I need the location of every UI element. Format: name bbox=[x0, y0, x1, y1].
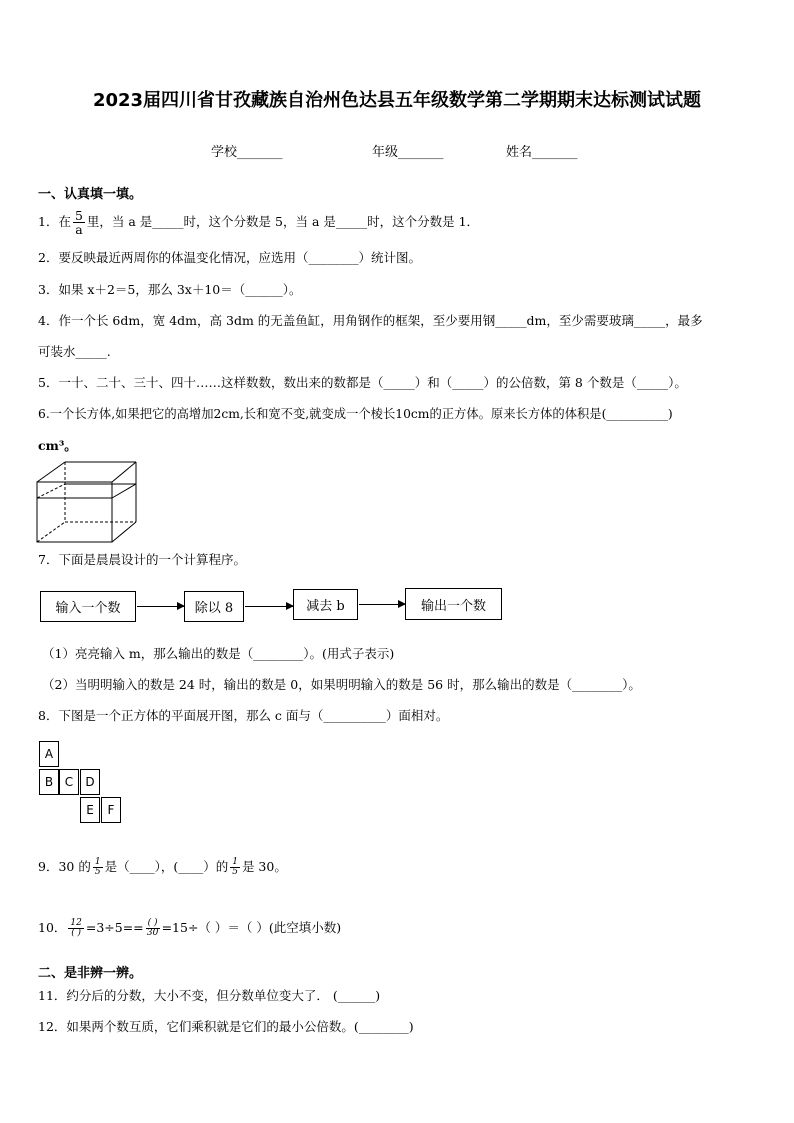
question-10-mid: =3÷5== bbox=[85, 920, 144, 935]
page-title: 2023届四川省甘孜藏族自治州色达县五年级数学第二学期期末达标测试试题 bbox=[92, 90, 702, 111]
fraction-denominator: ( ) bbox=[71, 928, 82, 938]
question-9-text-a: 9．30 的 bbox=[38, 859, 91, 874]
question-8: 8．下图是一个正方体的平面展开图，那么 c 面与（__________）面相对。 bbox=[38, 708, 449, 723]
net-face-c: C bbox=[59, 769, 79, 795]
question-1 bbox=[38, 209, 479, 236]
grade-field: 年级_______ bbox=[372, 145, 444, 160]
fraction-12-over-blank bbox=[68, 919, 83, 938]
question-7-part-2: （2）当明明输入的数是 24 时，输出的数是 0，如果明明输入的数是 56 时，那么输出的数是（________）。 bbox=[42, 677, 641, 692]
net-face-b: B bbox=[39, 769, 59, 795]
question-9 bbox=[38, 858, 287, 877]
net-face-a: A bbox=[39, 741, 59, 767]
fraction-denominator: a bbox=[75, 222, 83, 237]
question-9-text-b: 是（____），(____）的 bbox=[104, 859, 229, 874]
question-6-line-2: cm³。 bbox=[38, 438, 77, 453]
fraction-numerator: 12 bbox=[70, 918, 82, 928]
question-10-prefix: 10． bbox=[38, 920, 67, 935]
arrow-right-icon bbox=[137, 606, 184, 607]
question-4-line-1: 4．作一个长 6dm，宽 4dm，高 3dm 的无盖鱼缸，用角钢作的框架，至少要用钢_____dm，至少需要玻璃_____，最多 bbox=[38, 313, 703, 328]
net-face-d: D bbox=[80, 769, 100, 795]
name-field: 姓名_______ bbox=[506, 145, 578, 160]
question-5: 5．一十、二十、三十、四十……这样数数，数出来的数都是（_____）和（_____）的公倍数，第 8 个数是（_____）。 bbox=[38, 375, 687, 390]
question-9-text-c: 是 30。 bbox=[241, 859, 287, 874]
fraction-denominator: 30 bbox=[146, 928, 159, 938]
fraction-numerator: 5 bbox=[74, 208, 83, 223]
question-10 bbox=[38, 919, 341, 938]
fraction-denominator: 5 bbox=[94, 867, 101, 877]
flow-box-divide: 除以 8 bbox=[184, 591, 244, 622]
flow-box-subtract: 减去 b bbox=[293, 589, 358, 620]
question-1-text: 里，当 a 是_____时，这个分数是 5，当 a 是_____时，这个分数是 1． bbox=[86, 214, 480, 229]
flow-box-output: 输出一个数 bbox=[405, 588, 502, 620]
fraction-numerator: 1 bbox=[232, 857, 238, 867]
arrow-right-icon bbox=[359, 604, 405, 605]
fraction-one-fifth bbox=[230, 858, 240, 877]
section-heading-1: 一、认真填一填。 bbox=[38, 187, 143, 202]
question-4-line-2: 可装水_____. bbox=[38, 344, 111, 359]
question-11: 11．约分后的分数，大小不变，但分数单位变大了． (______) bbox=[38, 988, 381, 1003]
arrow-right-icon bbox=[245, 606, 293, 607]
net-face-e: E bbox=[80, 797, 100, 823]
fraction-denominator: 5 bbox=[232, 867, 238, 877]
fraction-5-over-a bbox=[73, 209, 85, 236]
fraction-numerator: 1 bbox=[94, 857, 101, 867]
question-1-prefix: 1．在 bbox=[38, 214, 71, 229]
question-7-part-1: （1）亮亮输入 m，那么输出的数是（________）。(用式子表示) bbox=[42, 646, 395, 661]
school-field: 学校_______ bbox=[211, 145, 283, 160]
question-12: 12．如果两个数互质，它们乘积就是它们的最小公倍数。(________) bbox=[38, 1019, 414, 1034]
net-face-f: F bbox=[101, 797, 121, 823]
question-10-text: =15÷（ ）＝（ ）(此空填小数) bbox=[161, 920, 342, 935]
question-2: 2．要反映最近两周你的体温变化情况，应选用（________）统计图。 bbox=[38, 250, 421, 265]
question-3: 3．如果 x＋2＝5，那么 3x＋10＝（______）。 bbox=[38, 282, 302, 297]
cuboid-figure bbox=[36, 460, 140, 544]
fraction-one-fifth bbox=[93, 858, 103, 877]
section-heading-2: 二、是非辨一辨。 bbox=[38, 966, 143, 981]
fraction-blank-over-30 bbox=[146, 919, 160, 938]
question-7: 7．下面是晨晨设计的一个计算程序。 bbox=[38, 552, 246, 567]
question-6-line-1: 6.一个长方体,如果把它的高增加2cm,长和宽不变,就变成一个棱长10cm的正方体。原来长方体的体积是(__________) bbox=[38, 407, 673, 421]
fraction-numerator: ( ) bbox=[147, 918, 158, 928]
flow-box-input: 输入一个数 bbox=[40, 591, 136, 622]
